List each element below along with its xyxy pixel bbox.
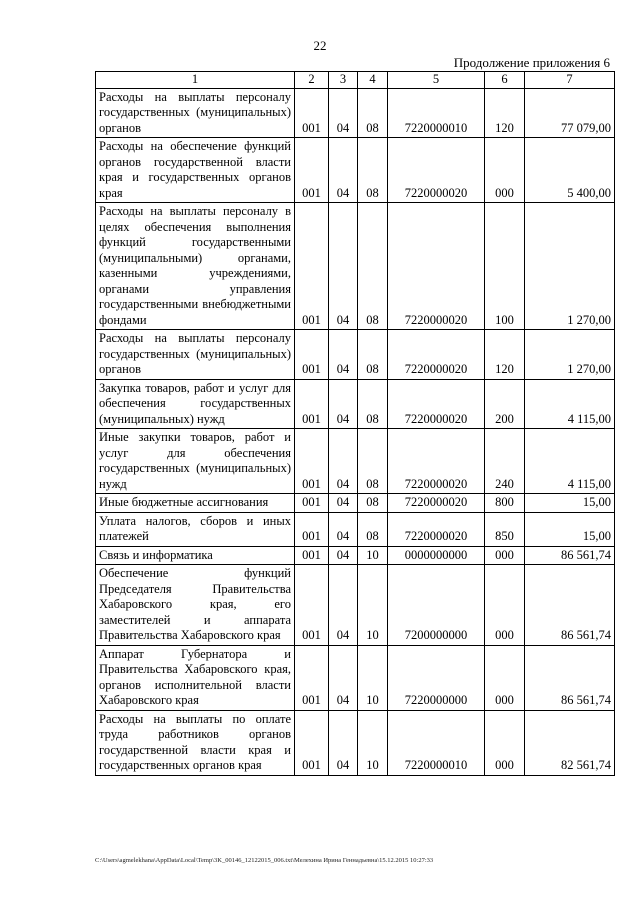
code-cell: 001 xyxy=(295,645,329,710)
code-cell: 100 xyxy=(485,203,525,330)
row-name-cell: Иные бюджетные ассигнования xyxy=(96,494,295,513)
continuation-label: Продолжение приложения 6 xyxy=(453,55,610,70)
table-row xyxy=(96,330,615,380)
code-cell: 7220000020 xyxy=(388,512,485,546)
code-cell: 000 xyxy=(485,645,525,710)
amount-cell: 86 561,74 xyxy=(525,565,615,646)
code-cell: 08 xyxy=(358,494,388,513)
code-cell: 10 xyxy=(358,565,388,646)
code-cell: 120 xyxy=(485,88,525,138)
table-row xyxy=(96,512,615,546)
amount-cell: 1 270,00 xyxy=(525,203,615,330)
code-cell: 000 xyxy=(485,710,525,775)
row-name-cell: Обеспечение функций Председателя Правительства Хабаровского края, его заместителей и аппарата Правительства Хабаровского края xyxy=(96,565,295,646)
column-header: 4 xyxy=(358,72,388,89)
code-cell: 7220000020 xyxy=(388,138,485,203)
table-row xyxy=(96,710,615,775)
code-cell: 04 xyxy=(329,379,358,429)
code-cell: 000 xyxy=(485,138,525,203)
code-cell: 001 xyxy=(295,138,329,203)
code-cell: 240 xyxy=(485,429,525,494)
code-cell: 0000000000 xyxy=(388,546,485,565)
amount-cell: 82 561,74 xyxy=(525,710,615,775)
column-header: 7 xyxy=(525,72,615,89)
code-cell: 7220000020 xyxy=(388,429,485,494)
code-cell: 04 xyxy=(329,429,358,494)
row-name-cell: Связь и информатика xyxy=(96,546,295,565)
code-cell: 08 xyxy=(358,138,388,203)
code-cell: 04 xyxy=(329,645,358,710)
row-name-cell: Расходы на выплаты персоналу государственных (муниципальных) органов xyxy=(96,88,295,138)
code-cell: 04 xyxy=(329,138,358,203)
row-name-cell: Аппарат Губернатора и Правительства Хабаровского края, органов исполнительной власти Хабаровского края xyxy=(96,645,295,710)
amount-cell: 15,00 xyxy=(525,512,615,546)
code-cell: 04 xyxy=(329,88,358,138)
code-cell: 850 xyxy=(485,512,525,546)
code-cell: 04 xyxy=(329,203,358,330)
code-cell: 7220000010 xyxy=(388,710,485,775)
row-name-cell: Расходы на выплаты персоналу в целях обеспечения выполнения функций государственными (муниципальными) органами, казенными учреждениями, органами управления государственными внебюджетными фондами xyxy=(96,203,295,330)
code-cell: 04 xyxy=(329,565,358,646)
code-cell: 7200000000 xyxy=(388,565,485,646)
code-cell: 7220000020 xyxy=(388,494,485,513)
column-header: 1 xyxy=(96,72,295,89)
code-cell: 10 xyxy=(358,546,388,565)
code-cell: 08 xyxy=(358,429,388,494)
code-cell: 001 xyxy=(295,565,329,646)
amount-cell: 1 270,00 xyxy=(525,330,615,380)
row-name-cell: Иные закупки товаров, работ и услуг для обеспечения государственных (муниципальных) нужд xyxy=(96,429,295,494)
code-cell: 04 xyxy=(329,710,358,775)
code-cell: 08 xyxy=(358,203,388,330)
code-cell: 001 xyxy=(295,494,329,513)
amount-cell: 15,00 xyxy=(525,494,615,513)
code-cell: 000 xyxy=(485,565,525,646)
code-cell: 10 xyxy=(358,710,388,775)
code-cell: 08 xyxy=(358,88,388,138)
amount-cell: 86 561,74 xyxy=(525,546,615,565)
table-row xyxy=(96,88,615,138)
row-name-cell: Расходы на выплаты по оплате труда работников органов государственной власти края и государственных органов края xyxy=(96,710,295,775)
code-cell: 7220000010 xyxy=(388,88,485,138)
code-cell: 001 xyxy=(295,379,329,429)
table-row xyxy=(96,203,615,330)
code-cell: 001 xyxy=(295,330,329,380)
amount-cell: 77 079,00 xyxy=(525,88,615,138)
budget-table xyxy=(95,71,615,776)
table-row xyxy=(96,138,615,203)
row-name-cell: Закупка товаров, работ и услуг для обеспечения государственных (муниципальных) нужд xyxy=(96,379,295,429)
table-row xyxy=(96,565,615,646)
row-name-cell: Расходы на выплаты персоналу государственных (муниципальных) органов xyxy=(96,330,295,380)
code-cell: 04 xyxy=(329,512,358,546)
table-row xyxy=(96,645,615,710)
code-cell: 08 xyxy=(358,379,388,429)
code-cell: 10 xyxy=(358,645,388,710)
code-cell: 001 xyxy=(295,203,329,330)
code-cell: 001 xyxy=(295,429,329,494)
column-header: 6 xyxy=(485,72,525,89)
code-cell: 001 xyxy=(295,88,329,138)
table-row xyxy=(96,494,615,513)
code-cell: 08 xyxy=(358,512,388,546)
code-cell: 200 xyxy=(485,379,525,429)
code-cell: 04 xyxy=(329,494,358,513)
code-cell: 04 xyxy=(329,546,358,565)
table-row xyxy=(96,429,615,494)
column-header: 3 xyxy=(329,72,358,89)
code-cell: 7220000020 xyxy=(388,203,485,330)
code-cell: 7220000020 xyxy=(388,379,485,429)
amount-cell: 86 561,74 xyxy=(525,645,615,710)
code-cell: 800 xyxy=(485,494,525,513)
table-row xyxy=(96,379,615,429)
code-cell: 001 xyxy=(295,546,329,565)
code-cell: 08 xyxy=(358,330,388,380)
code-cell: 7220000000 xyxy=(388,645,485,710)
amount-cell: 5 400,00 xyxy=(525,138,615,203)
column-header: 5 xyxy=(388,72,485,89)
code-cell: 120 xyxy=(485,330,525,380)
row-name-cell: Уплата налогов, сборов и иных платежей xyxy=(96,512,295,546)
code-cell: 001 xyxy=(295,710,329,775)
amount-cell: 4 115,00 xyxy=(525,379,615,429)
code-cell: 001 xyxy=(295,512,329,546)
header-row xyxy=(96,72,615,89)
code-cell: 000 xyxy=(485,546,525,565)
column-header: 2 xyxy=(295,72,329,89)
code-cell: 7220000020 xyxy=(388,330,485,380)
file-path-footer: C:\Users\agmelekhana\AppData\Local\Temp\3K_00146_12122015_006.txt\Мелехина Ирина Геннадьевна\15.12.2015 10:27:33 xyxy=(95,857,434,864)
code-cell: 04 xyxy=(329,330,358,380)
page-number: 22 xyxy=(313,38,327,53)
row-name-cell: Расходы на обеспечение функций органов государственной власти края и государственных органов края xyxy=(96,138,295,203)
amount-cell: 4 115,00 xyxy=(525,429,615,494)
table-row xyxy=(96,546,615,565)
